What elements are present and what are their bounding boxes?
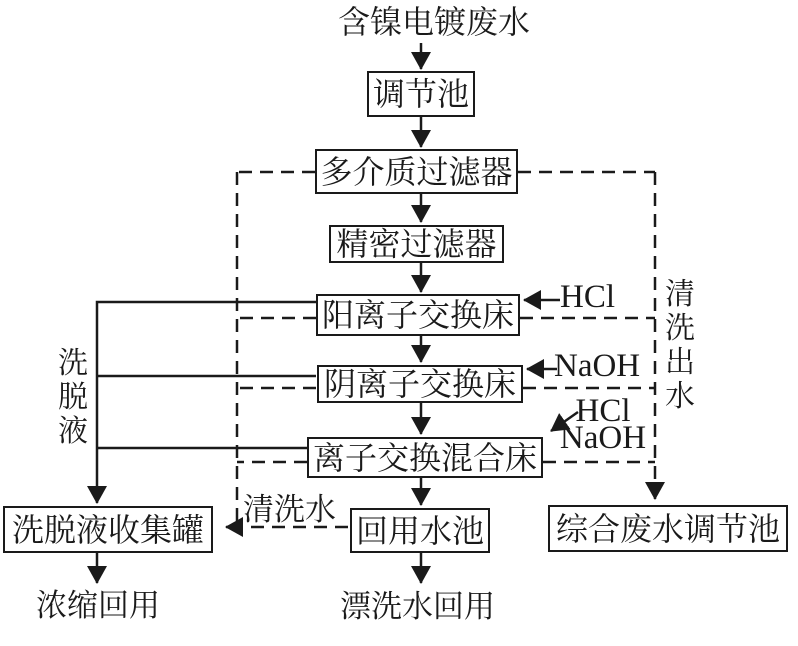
label-hcl-mixed: HCl xyxy=(575,393,631,429)
label-concentrate-reuse-output: 浓缩回用 xyxy=(36,588,160,623)
label-eluate-stream: 洗脱液 xyxy=(58,347,88,448)
label-hcl-naoh-mixed-feed xyxy=(556,393,650,456)
node-anion-exchange-bed: 阴离子交换床 xyxy=(317,365,523,403)
label-hcl-cation-feed: HCl xyxy=(560,279,616,315)
node-mixed-ion-exchange-bed: 离子交换混合床 xyxy=(307,437,543,478)
label-rinse-outlet-water-stream: 清洗出水 xyxy=(665,278,695,413)
node-multimedia-filter: 多介质过滤器 xyxy=(315,149,518,194)
node-cation-exchange-bed: 阳离子交换床 xyxy=(316,294,520,336)
label-rinse-water-reuse-output: 漂洗水回用 xyxy=(340,589,495,624)
label-naoh-anion-feed: NaOH xyxy=(554,348,641,384)
node-reuse-water-pool: 回用水池 xyxy=(350,508,490,553)
node-combined-wastewater-regulating-tank: 综合废水调节池 xyxy=(548,505,788,552)
label-naoh-mixed: NaOH xyxy=(559,420,647,456)
node-precision-filter: 精密过滤器 xyxy=(329,225,504,263)
node-regulating-tank: 调节池 xyxy=(367,71,475,117)
label-rinse-water-stream: 清洗水 xyxy=(243,492,336,527)
source-water-label: 含镍电镀废水 xyxy=(337,4,530,40)
node-eluate-collection-tank: 洗脱液收集罐 xyxy=(3,506,213,553)
